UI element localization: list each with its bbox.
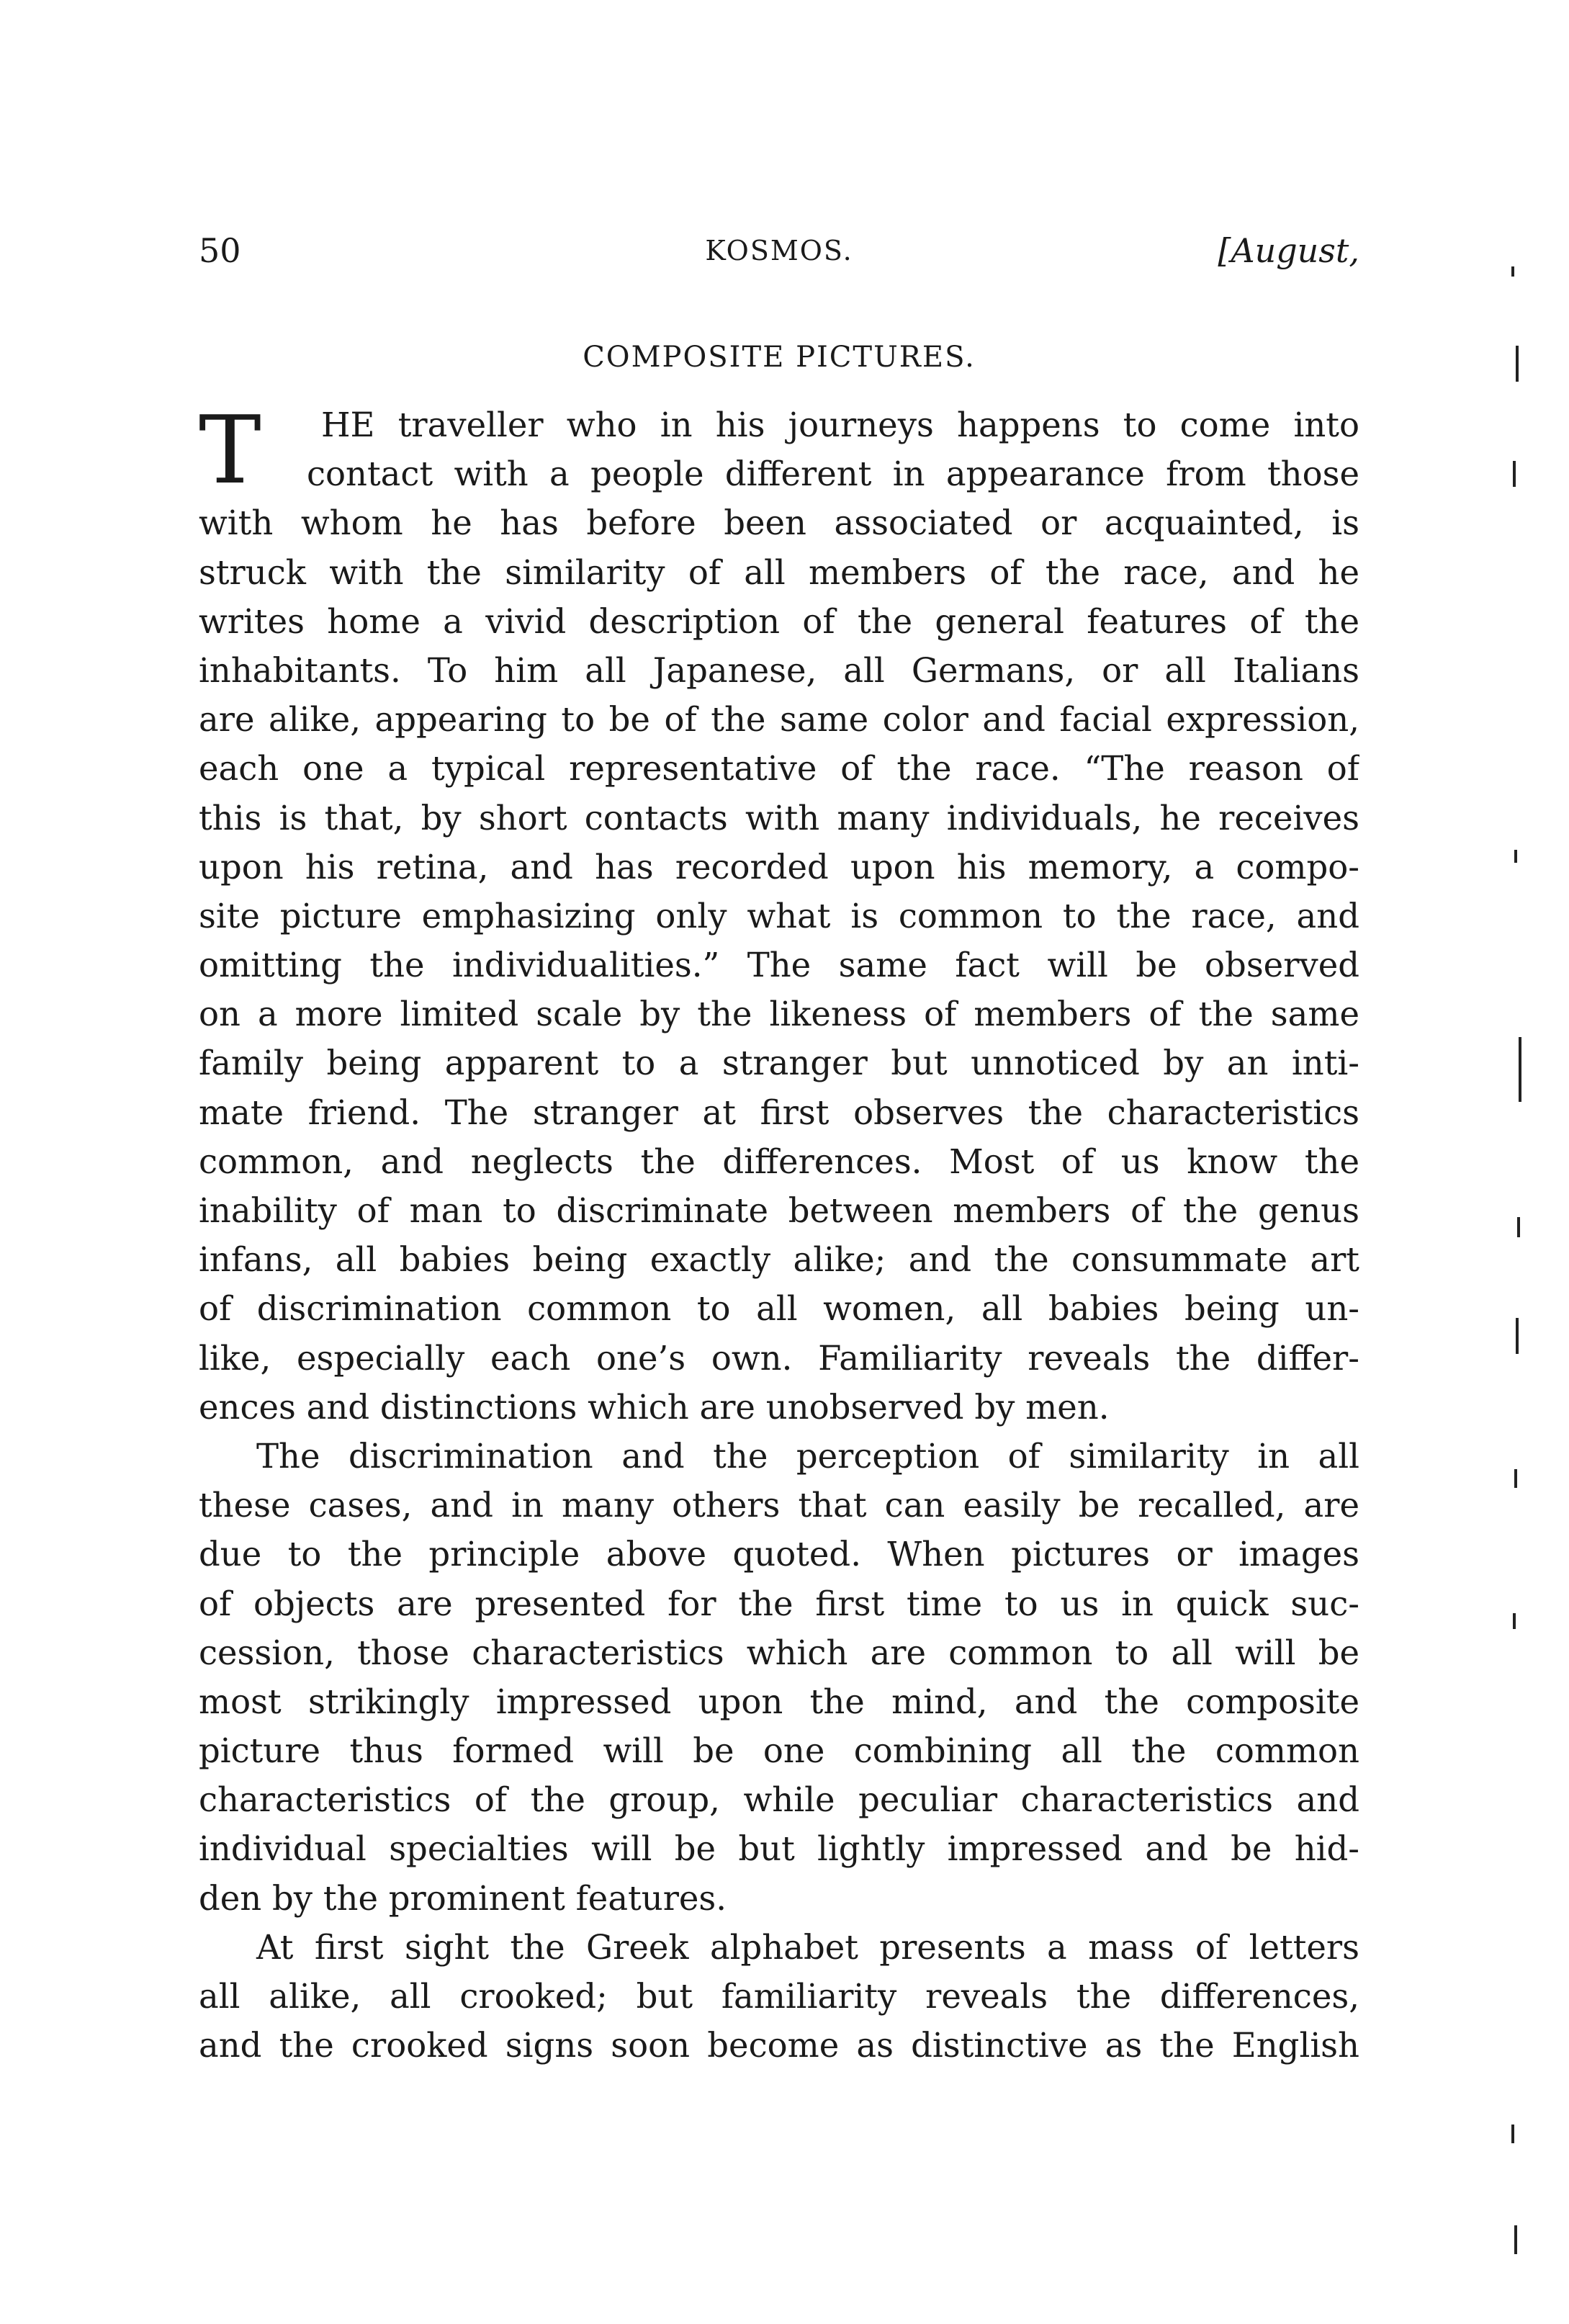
- text-line: of objects are presented for the first time to us in quick suc-: [199, 1584, 1359, 1623]
- text-line: each one a typical representative of the race. “The reason of: [199, 749, 1359, 789]
- text-line: these cases, and in many others that can easily be recalled, are: [199, 1486, 1359, 1525]
- text-line: common, and neglects the differences. Most of us know the: [199, 1141, 1359, 1181]
- text-line: of discrimination common to all women, all babies being un-: [199, 1289, 1359, 1329]
- text-line: picture thus formed will be one combining all the common: [199, 1731, 1359, 1771]
- text-line: upon his retina, and has recorded upon his memory, a compo-: [199, 847, 1359, 887]
- journal-name: KOSMOS.: [705, 235, 853, 266]
- text-line: like, especially each one’s own. Familiarity reveals the differ-: [199, 1338, 1359, 1378]
- text-line: and the crooked signs soon become as distinctive as the English: [199, 2026, 1359, 2065]
- binding-mark: [1516, 1318, 1519, 1354]
- binding-mark: [1514, 850, 1517, 863]
- text-line: At first sight the Greek alphabet presents a mass of letters: [256, 1927, 1359, 1967]
- text-line: most strikingly impressed upon the mind, and the composite: [199, 1682, 1359, 1721]
- text-line: individual specialties will be but lightly impressed and be hid-: [199, 1829, 1359, 1869]
- binding-mark: [1513, 1613, 1516, 1629]
- binding-mark: [1514, 1469, 1517, 1488]
- text-line: ences and distinctions which are unobserved by men.: [199, 1387, 1110, 1427]
- text-line: struck with the similarity of all members of the race, and he: [199, 552, 1359, 592]
- text-line: inhabitants. To him all Japanese, all Germans, or all Italians: [199, 650, 1359, 690]
- text-line: The discrimination and the perception of similarity in all: [256, 1436, 1359, 1476]
- text-line: mate friend. The stranger at first observes the characteristics: [199, 1093, 1359, 1132]
- drop-cap: T: [199, 395, 261, 505]
- text-line: infans, all babies being exactly alike; and the consummate art: [199, 1240, 1359, 1280]
- running-head: [199, 229, 1359, 272]
- text-line: all alike, all crooked; but familiarity reveals the differences,: [199, 1977, 1359, 2016]
- binding-mark: [1511, 266, 1514, 277]
- text-line: contact with a people different in appearance from those: [307, 454, 1359, 494]
- text-line: on a more limited scale by the likeness of members of the same: [199, 995, 1359, 1034]
- text-line: are alike, appearing to be of the same color and facial expression,: [199, 700, 1359, 740]
- text-line: HE traveller who in his journeys happens to come into: [321, 405, 1359, 444]
- binding-mark: [1517, 1217, 1520, 1237]
- text-line: writes home a vivid description of the general features of the: [199, 601, 1359, 641]
- article-title: COMPOSITE PICTURES.: [583, 341, 976, 374]
- binding-mark: [1519, 1037, 1521, 1102]
- binding-mark: [1514, 2225, 1517, 2254]
- text-line: cession, those characteristics which are common to all will be: [199, 1633, 1359, 1672]
- text-line: den by the prominent features.: [199, 1878, 727, 1918]
- text-line: characteristics of the group, while peculiar characteristics and: [199, 1780, 1359, 1820]
- issue-month: [August,: [1218, 231, 1359, 270]
- binding-mark: [1516, 346, 1519, 382]
- text-line: with whom he has before been associated or acquainted, is: [199, 503, 1359, 543]
- article-body: [199, 395, 1359, 2070]
- binding-mark: [1513, 461, 1516, 487]
- text-line: site picture emphasizing only what is common to the race, and: [199, 896, 1359, 936]
- text-line: omitting the individualities.” The same fact will be observed: [199, 946, 1359, 985]
- text-line: this is that, by short contacts with many individuals, he receives: [199, 798, 1359, 838]
- text-line: inability of man to discriminate between members of the genus: [199, 1191, 1359, 1230]
- binding-edge-marks: [1468, 0, 1569, 2324]
- text-line: due to the principle above quoted. When pictures or images: [199, 1535, 1359, 1574]
- binding-mark: [1511, 2125, 1514, 2143]
- text-line: family being apparent to a stranger but unnoticed by an inti-: [199, 1044, 1359, 1083]
- page-number: 50: [199, 231, 241, 270]
